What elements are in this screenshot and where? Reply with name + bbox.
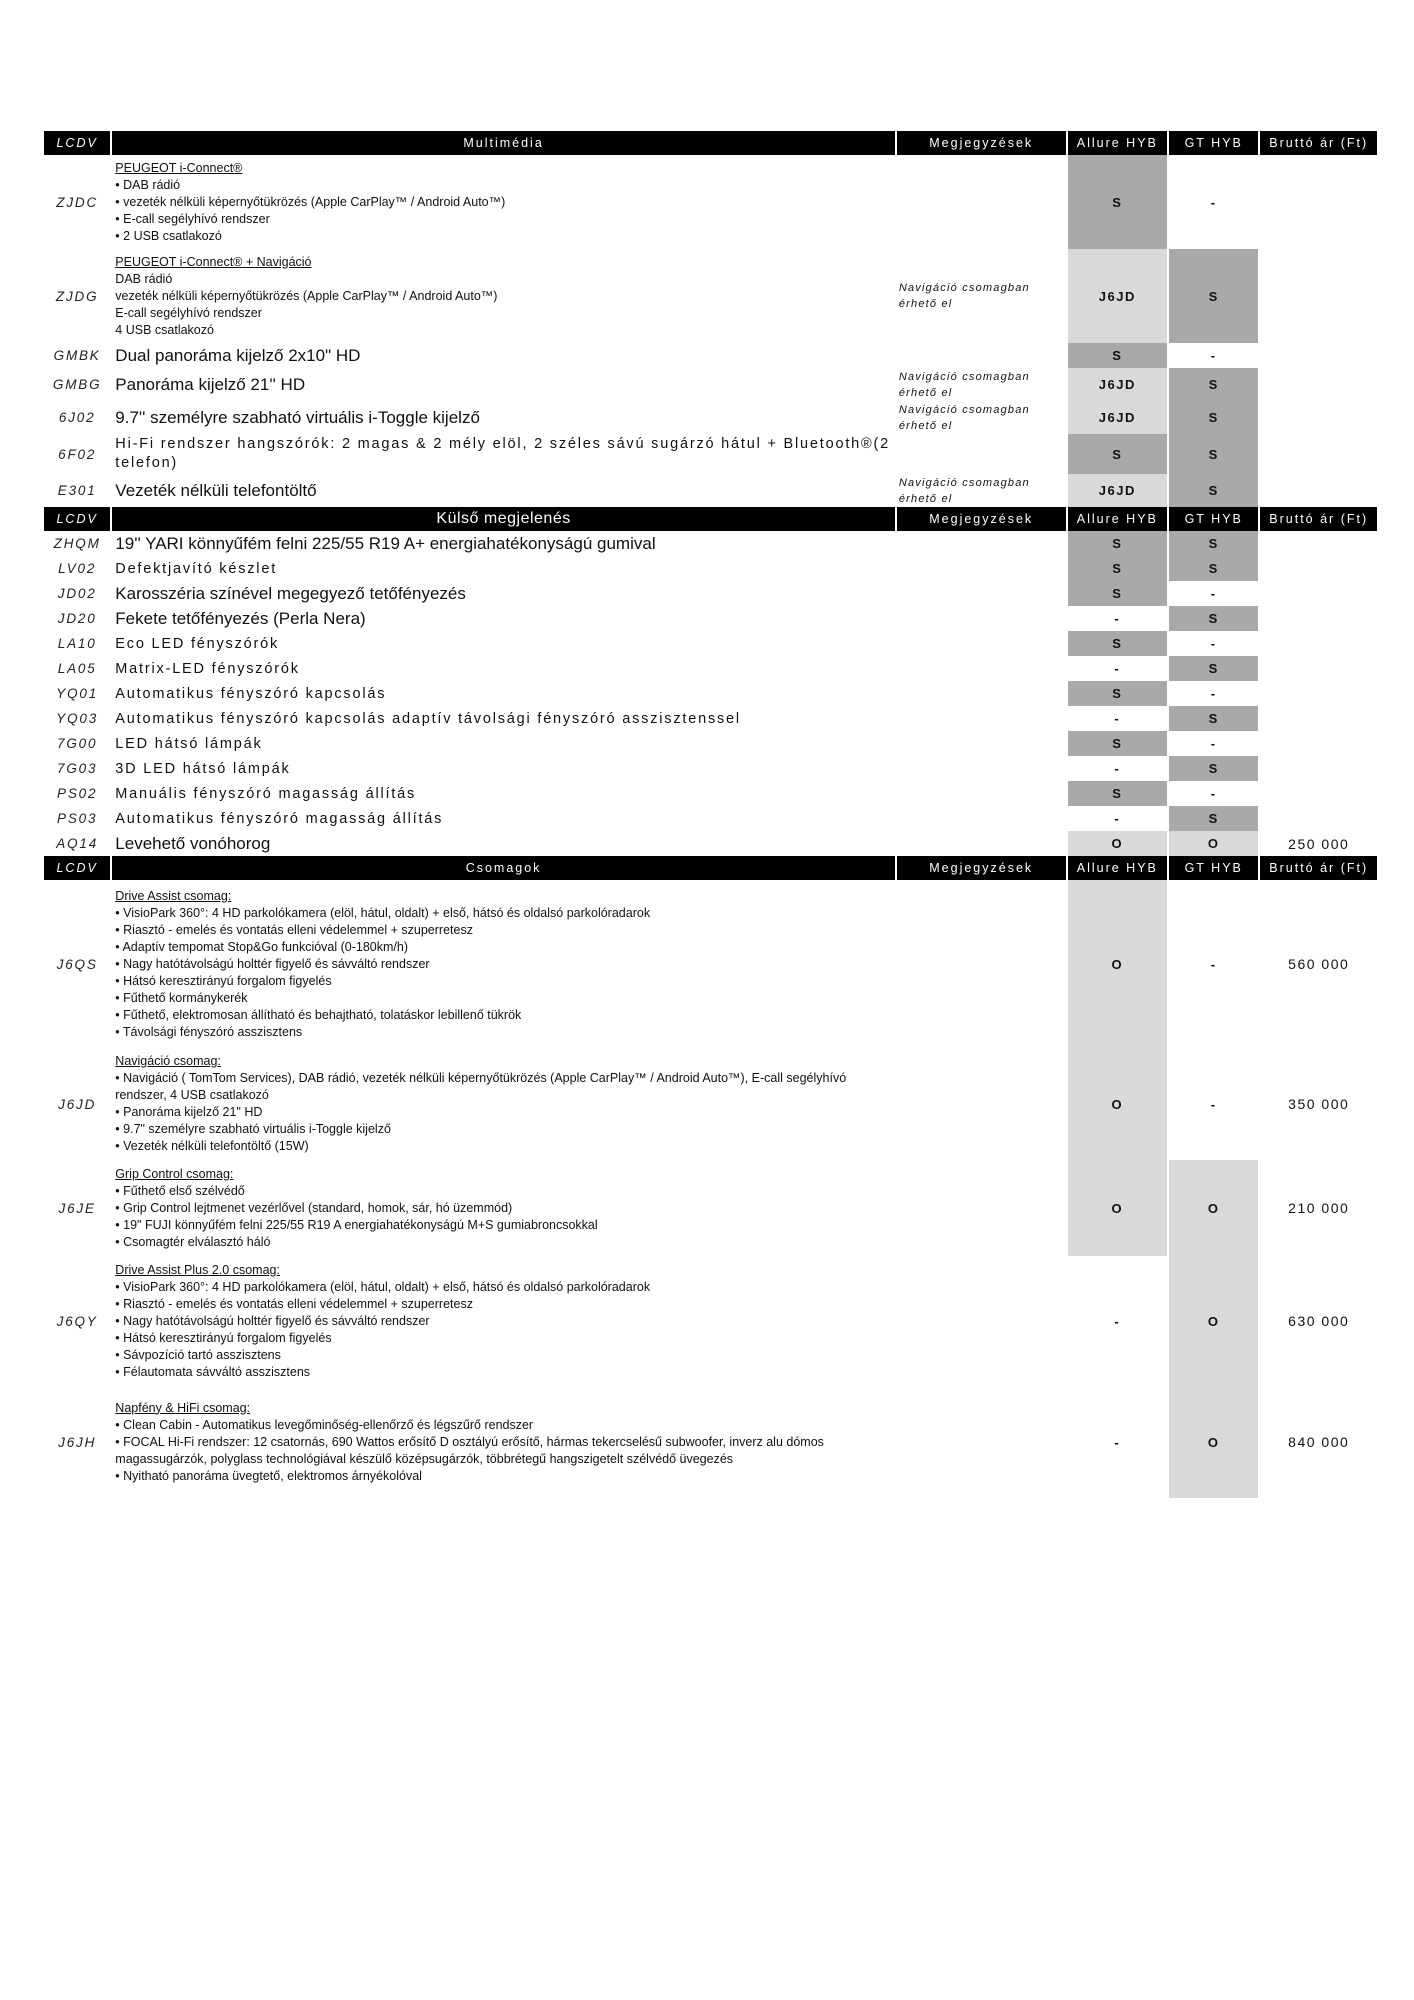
price-cell xyxy=(1260,581,1377,606)
header-price: Bruttó ár (Ft) xyxy=(1260,507,1377,531)
table-row xyxy=(44,556,1377,581)
row-code: ZJDG xyxy=(55,288,99,304)
row-description xyxy=(112,1048,895,1160)
row-line: • Sávpozíció tartó asszisztens xyxy=(115,1347,281,1362)
price-cell xyxy=(1260,756,1377,781)
row-line: • Panoráma kijelző 21" HD xyxy=(115,1105,263,1119)
row-code: J6QY xyxy=(56,1313,98,1329)
row-code: 6J02 xyxy=(58,410,96,425)
row-description xyxy=(112,155,895,249)
gt-cell: - xyxy=(1210,586,1217,601)
row-note xyxy=(897,606,1066,631)
row-line: • Félautomata sávváltó asszisztens xyxy=(115,1364,311,1379)
gt-cell: O xyxy=(1169,1256,1258,1386)
row-description: Fekete tetőfényezés (Perla Nera) xyxy=(115,608,366,628)
price-cell: 210 000 xyxy=(1288,1200,1350,1216)
table-row xyxy=(44,1256,1377,1386)
row-note xyxy=(897,155,1066,249)
row-line: • Nagy hatótávolságú holttér figyelő és sávváltó rendszer xyxy=(115,956,430,971)
row-line: • 2 USB csatlakozó xyxy=(115,228,222,243)
table-row xyxy=(44,368,1377,401)
row-code: E301 xyxy=(57,483,97,498)
table-row xyxy=(44,756,1377,781)
row-description: Levehető vonóhorog xyxy=(115,833,271,853)
gt-cell: S xyxy=(1169,531,1258,556)
row-code: LA10 xyxy=(57,636,97,651)
row-line: • Távolsági fényszóró asszisztens xyxy=(115,1024,303,1039)
gt-cell: - xyxy=(1210,194,1217,210)
row-line: • Nagy hatótávolságú holttér figyelő és sávváltó rendszer xyxy=(115,1313,430,1328)
table-row xyxy=(44,155,1377,249)
gt-cell: O xyxy=(1169,1160,1258,1256)
row-description: Automatikus fényszóró kapcsolás adaptív távolsági fényszóró asszisztenssel xyxy=(115,710,741,727)
allure-cell: O xyxy=(1068,880,1167,1048)
allure-cell: - xyxy=(1114,1313,1121,1329)
row-code: ZHQM xyxy=(53,536,101,551)
row-note xyxy=(897,706,1066,731)
header-price: Bruttó ár (Ft) xyxy=(1260,856,1377,880)
gt-cell: S xyxy=(1169,368,1258,401)
row-code: 6F02 xyxy=(58,446,97,462)
row-title: Napfény & HiFi csomag: xyxy=(115,1400,251,1415)
price-cell xyxy=(1260,155,1377,249)
row-line: • Hátsó keresztirányú forgalom figyelés xyxy=(115,973,332,988)
row-note xyxy=(897,1256,1066,1386)
price-cell xyxy=(1260,781,1377,806)
row-description xyxy=(112,1160,895,1256)
header-gt: GT HYB xyxy=(1169,856,1258,880)
header-allure: Allure HYB xyxy=(1068,507,1167,531)
row-description: Defektjavító készlet xyxy=(115,560,278,577)
header-code: LCDV xyxy=(44,856,110,880)
table-row xyxy=(44,474,1377,507)
gt-cell: S xyxy=(1169,249,1258,343)
row-line: • Nyitható panoráma üvegtető, elektromos árnyékolóval xyxy=(115,1468,422,1483)
allure-cell: - xyxy=(1114,661,1121,676)
allure-cell: S xyxy=(1068,556,1167,581)
section-header-exterior xyxy=(44,507,1377,531)
row-code: LV02 xyxy=(58,561,97,576)
gt-cell: S xyxy=(1169,606,1258,631)
allure-cell: - xyxy=(1114,711,1121,726)
header-title: Csomagok xyxy=(112,856,895,880)
price-cell xyxy=(1260,806,1377,831)
row-title: Drive Assist csomag: xyxy=(115,888,232,903)
row-description: Automatikus fényszóró kapcsolás xyxy=(115,685,387,702)
row-code: 7G00 xyxy=(57,736,98,751)
row-line: • FOCAL Hi-Fi rendszer: 12 csatornás, 690 Wattos erősítő D osztályú erősítő, hármas tekercselésű subwoofer, inverz alu dómos magassugárzók, polyglass technológiával készülő középsugárzók, többrétegű hangszigetelt szélvédő üvegezés xyxy=(115,1434,824,1466)
price-cell xyxy=(1260,401,1377,434)
row-description: LED hátsó lámpák xyxy=(115,735,263,752)
allure-cell: O xyxy=(1068,1048,1167,1160)
row-description: Karosszéria színével megegyező tetőfényezés xyxy=(115,583,466,603)
row-line: • VisioPark 360°: 4 HD parkolókamera (elöl, hátul, oldalt) + első, hátsó és oldalsó parkolóradarok xyxy=(115,1279,651,1294)
row-description: 9.7'' személyre szabható virtuális i-Toggle kijelző xyxy=(115,407,480,427)
row-description xyxy=(112,1386,895,1498)
allure-cell: S xyxy=(1068,531,1167,556)
row-note xyxy=(897,581,1066,606)
allure-cell: S xyxy=(1068,781,1167,806)
allure-cell: S xyxy=(1068,681,1167,706)
table-row xyxy=(44,1160,1377,1256)
price-cell xyxy=(1260,656,1377,681)
row-note: Navigáció csomagban érhető el xyxy=(898,403,1030,432)
allure-cell: S xyxy=(1068,581,1167,606)
table-row xyxy=(44,581,1377,606)
row-line: • 9.7" személyre szabható virtuális i-Toggle kijelző xyxy=(115,1122,391,1136)
gt-cell: - xyxy=(1210,1096,1217,1112)
table-row xyxy=(44,249,1377,343)
price-cell xyxy=(1260,681,1377,706)
row-code: J6JH xyxy=(58,1434,97,1450)
row-description xyxy=(112,1256,895,1386)
row-line: • Navigáció ( TomTom Services), DAB rádió, vezeték nélküli képernyőtükrözés (Apple CarPlay™ / Android Auto™), E-call segélyhívó rendszer, 4 USB csatlakozó xyxy=(115,1071,847,1102)
row-description: Eco LED fényszórók xyxy=(115,635,280,652)
section-header-packages xyxy=(44,856,1377,880)
gt-cell: - xyxy=(1210,786,1217,801)
row-code: PS03 xyxy=(57,811,98,826)
row-note xyxy=(897,756,1066,781)
row-code: GMBK xyxy=(53,348,101,363)
row-description: Vezeték nélküli telefontöltő xyxy=(115,480,317,500)
allure-cell: - xyxy=(1114,611,1121,626)
row-description xyxy=(112,880,895,1048)
row-note xyxy=(897,806,1066,831)
table-row xyxy=(44,731,1377,756)
row-line: • Fűthető, elektromosan állítható és behajtható, tolatáskor lebillenő tükrök xyxy=(115,1007,522,1022)
row-code: JD02 xyxy=(57,586,97,601)
row-description: Panoráma kijelző 21'' HD xyxy=(115,374,306,394)
table-row xyxy=(44,706,1377,731)
row-note: Navigáció csomagban érhető el xyxy=(898,370,1030,399)
row-description xyxy=(112,249,895,343)
header-notes: Megjegyzések xyxy=(897,856,1066,880)
gt-cell: - xyxy=(1210,736,1217,751)
allure-cell: J6JD xyxy=(1068,368,1167,401)
row-note xyxy=(897,434,1066,474)
table-row xyxy=(44,831,1377,856)
row-description: Hi-Fi rendszer hangszórók: 2 magas & 2 mély elöl, 2 széles sávú sugárzó hátul + Bluetooth®(2 telefon) xyxy=(115,436,891,471)
price-cell xyxy=(1260,631,1377,656)
row-title: Grip Control csomag: xyxy=(115,1166,234,1181)
row-code: PS02 xyxy=(57,786,98,801)
row-line: 4 USB csatlakozó xyxy=(115,322,214,337)
gt-cell: - xyxy=(1210,686,1217,701)
row-line: • Clean Cabin - Automatikus levegőminőség-ellenőrző és légszűrő rendszer xyxy=(115,1417,534,1432)
allure-cell: S xyxy=(1068,731,1167,756)
row-line: DAB rádió xyxy=(115,271,173,286)
row-line: • Riasztó - emelés és vontatás elleni védelemmel + szuperretesz xyxy=(115,922,473,937)
gt-cell: S xyxy=(1169,401,1258,434)
row-line: • E-call segélyhívó rendszer xyxy=(115,211,270,226)
gt-cell: S xyxy=(1169,706,1258,731)
allure-cell: S xyxy=(1068,343,1167,368)
gt-cell: S xyxy=(1169,556,1258,581)
table-row xyxy=(44,880,1377,1048)
price-cell xyxy=(1260,556,1377,581)
section-header-multimedia xyxy=(44,131,1377,155)
row-note xyxy=(897,1386,1066,1498)
row-description: Dual panoráma kijelző 2x10" HD xyxy=(115,345,361,365)
price-cell: 560 000 xyxy=(1288,956,1350,972)
row-note xyxy=(897,556,1066,581)
row-code: 7G03 xyxy=(57,761,98,776)
table-row xyxy=(44,656,1377,681)
row-line: • Grip Control lejtmenet vezérlővel (standard, homok, sár, hó üzemmód) xyxy=(115,1200,513,1215)
gt-cell: S xyxy=(1169,656,1258,681)
gt-cell: S xyxy=(1169,434,1258,474)
row-note xyxy=(897,1160,1066,1256)
allure-cell: S xyxy=(1068,631,1167,656)
row-line: vezeték nélküli képernyőtükrözés (Apple CarPlay™ / Android Auto™) xyxy=(115,288,498,303)
row-line: • vezeték nélküli képernyőtükrözés (Apple CarPlay™ / Android Auto™) xyxy=(115,194,506,209)
table-row xyxy=(44,806,1377,831)
allure-cell: J6JD xyxy=(1068,401,1167,434)
header-code: LCDV xyxy=(44,131,110,155)
allure-cell: J6JD xyxy=(1068,474,1167,507)
price-cell xyxy=(1260,249,1377,343)
allure-cell: S xyxy=(1068,155,1167,249)
allure-cell: - xyxy=(1114,761,1121,776)
row-note xyxy=(897,531,1066,556)
gt-cell: - xyxy=(1210,956,1217,972)
row-line: • 19" FUJI könnyűfém felni 225/55 R19 A energiahatékonyságú M+S gumiabroncsokkal xyxy=(115,1217,598,1232)
table-row xyxy=(44,631,1377,656)
gt-cell: O xyxy=(1169,1386,1258,1498)
row-note xyxy=(897,681,1066,706)
table-row xyxy=(44,401,1377,434)
header-notes: Megjegyzések xyxy=(897,507,1066,531)
price-cell xyxy=(1260,731,1377,756)
row-code: JD20 xyxy=(57,611,97,626)
row-line: • Csomagtér elválasztó háló xyxy=(115,1234,271,1249)
row-note xyxy=(897,781,1066,806)
table-row xyxy=(44,1386,1377,1498)
price-cell xyxy=(1260,531,1377,556)
table-row xyxy=(44,606,1377,631)
header-allure: Allure HYB xyxy=(1068,856,1167,880)
price-cell: 350 000 xyxy=(1288,1096,1350,1112)
table-row xyxy=(44,1048,1377,1160)
gt-cell: S xyxy=(1169,806,1258,831)
price-cell xyxy=(1260,474,1377,507)
row-line: • Vezeték nélküli telefontöltő (15W) xyxy=(115,1139,309,1153)
row-code: ZJDC xyxy=(56,194,98,210)
row-line: • Adaptív tempomat Stop&Go funkcióval (0-180km/h) xyxy=(115,939,409,954)
row-note xyxy=(897,631,1066,656)
price-cell xyxy=(1260,368,1377,401)
row-title: PEUGEOT i-Connect® xyxy=(115,160,243,175)
header-gt: GT HYB xyxy=(1169,131,1258,155)
row-note: Navigáció csomagban érhető el xyxy=(898,282,1030,310)
allure-cell: O xyxy=(1068,1160,1167,1256)
row-note xyxy=(897,1048,1066,1160)
row-note xyxy=(897,656,1066,681)
header-title: Külső megjelenés xyxy=(112,507,895,531)
row-description: Automatikus fényszóró magasság állítás xyxy=(115,810,444,827)
row-code: J6JD xyxy=(58,1096,97,1112)
row-description: Manuális fényszóró magasság állítás xyxy=(115,785,417,802)
row-note xyxy=(897,880,1066,1048)
row-description: 3D LED hátsó lámpák xyxy=(115,760,291,777)
row-description: 19'' YARI könnyűfém felni 225/55 R19 A+ energiahatékonyságú gumival xyxy=(115,533,656,553)
price-cell xyxy=(1260,606,1377,631)
gt-cell: O xyxy=(1169,831,1258,856)
row-note: Navigáció csomagban érhető el xyxy=(898,476,1030,505)
row-line: • VisioPark 360°: 4 HD parkolókamera (elöl, hátul, oldalt) + első, hátsó és oldalsó parkolóradarok xyxy=(115,905,651,920)
row-line: E-call segélyhívó rendszer xyxy=(115,305,262,320)
price-cell xyxy=(1260,343,1377,368)
row-code: J6QS xyxy=(56,956,98,972)
price-cell: 250 000 xyxy=(1288,835,1350,852)
price-cell xyxy=(1260,434,1377,474)
row-line: • Hátsó keresztirányú forgalom figyelés xyxy=(115,1330,332,1345)
gt-cell: - xyxy=(1210,636,1217,651)
header-allure: Allure HYB xyxy=(1068,131,1167,155)
allure-cell: O xyxy=(1068,831,1167,856)
table-row xyxy=(44,343,1377,368)
row-code: GMBG xyxy=(52,377,102,392)
row-code: AQ14 xyxy=(56,836,99,851)
equipment-table xyxy=(42,131,1379,1498)
row-note xyxy=(897,343,1066,368)
row-code: YQ01 xyxy=(56,686,99,701)
row-line: • Riasztó - emelés és vontatás elleni védelemmel + szuperretesz xyxy=(115,1296,473,1311)
row-code: LA05 xyxy=(57,661,97,676)
table-row xyxy=(44,681,1377,706)
price-cell: 840 000 xyxy=(1288,1434,1350,1450)
gt-cell: - xyxy=(1210,348,1217,363)
header-code: LCDV xyxy=(44,507,110,531)
table-row xyxy=(44,434,1377,474)
row-code: J6JE xyxy=(58,1200,96,1216)
allure-cell: - xyxy=(1114,1434,1121,1450)
allure-cell: S xyxy=(1068,434,1167,474)
allure-cell: J6JD xyxy=(1068,249,1167,343)
row-title: Drive Assist Plus 2.0 csomag: xyxy=(115,1262,280,1277)
header-notes: Megjegyzések xyxy=(897,131,1066,155)
row-note xyxy=(897,831,1066,856)
gt-cell: S xyxy=(1169,474,1258,507)
row-note xyxy=(897,731,1066,756)
table-row xyxy=(44,531,1377,556)
gt-cell: S xyxy=(1169,756,1258,781)
row-line: • DAB rádió xyxy=(115,177,181,192)
header-price: Bruttó ár (Ft) xyxy=(1260,131,1377,155)
price-cell: 630 000 xyxy=(1288,1313,1350,1329)
header-gt: GT HYB xyxy=(1169,507,1258,531)
equipment-table-page xyxy=(42,131,1379,1498)
allure-cell: - xyxy=(1114,811,1121,826)
row-line: • Fűthető első szélvédő xyxy=(115,1183,245,1198)
row-description: Matrix-LED fényszórók xyxy=(115,660,300,677)
header-title: Multimédia xyxy=(112,131,895,155)
table-row xyxy=(44,781,1377,806)
row-title: Navigáció csomag: xyxy=(115,1054,221,1068)
row-line: • Fűthető kormánykerék xyxy=(115,990,248,1005)
row-title: PEUGEOT i-Connect® + Navigáció xyxy=(115,254,312,269)
row-code: YQ03 xyxy=(56,711,99,726)
price-cell xyxy=(1260,706,1377,731)
